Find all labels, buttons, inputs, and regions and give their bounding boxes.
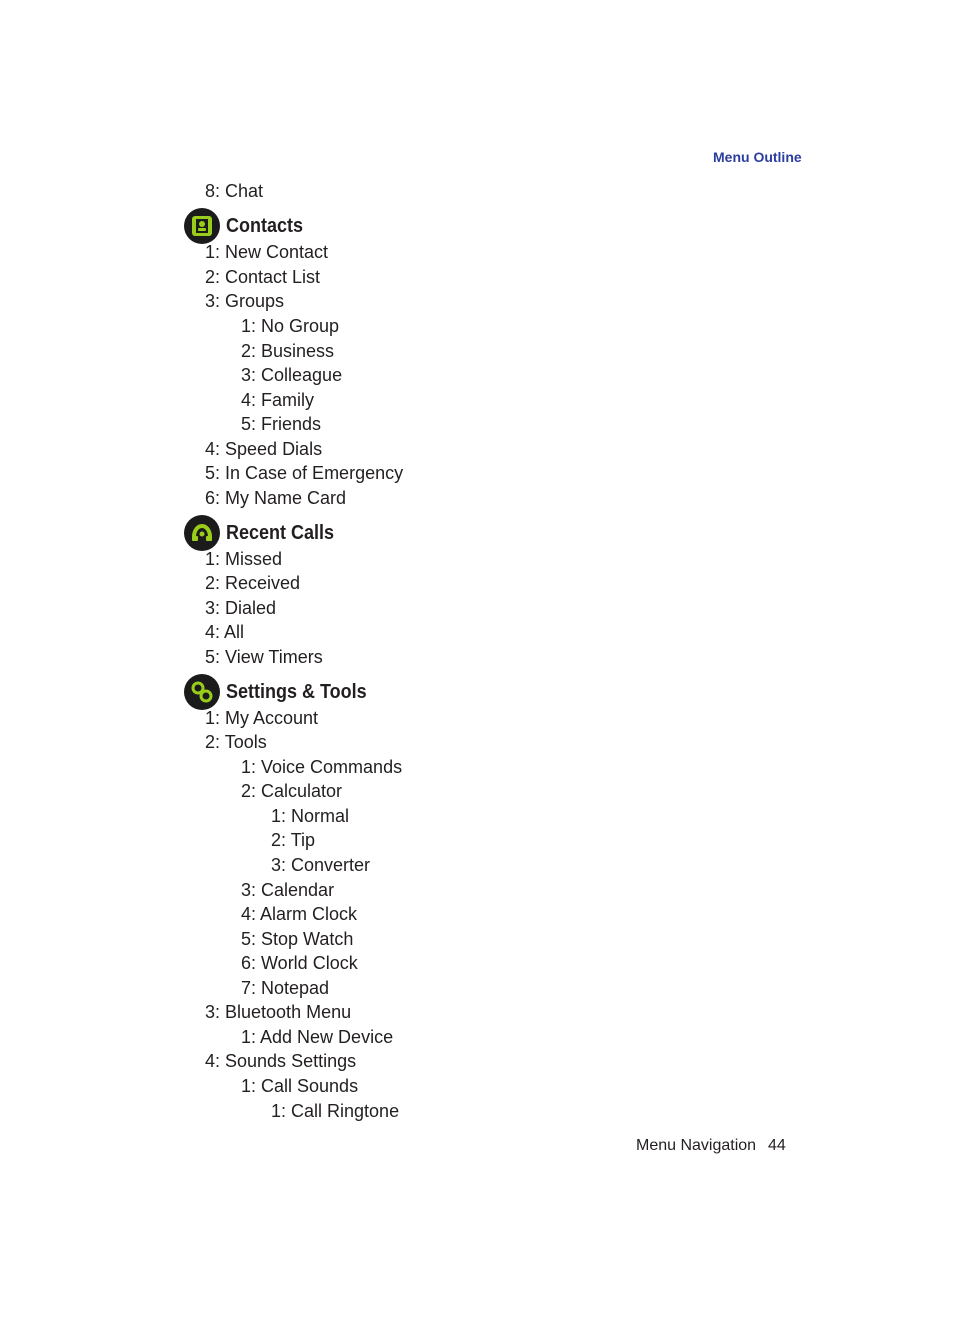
list-item: 2: Business bbox=[241, 341, 335, 361]
list-item: 2: Received bbox=[205, 573, 301, 593]
list-item: 3: Converter bbox=[271, 855, 371, 875]
list-item: 1: New Contact bbox=[205, 242, 329, 262]
list-item: 1: Missed bbox=[205, 549, 283, 569]
list-item: 2: Contact List bbox=[205, 267, 321, 287]
section-heading-contacts bbox=[184, 208, 312, 244]
menu-outline-header: Menu Outline bbox=[713, 149, 802, 165]
list-item: 7: Notepad bbox=[241, 978, 330, 998]
footer-section-name: Menu Navigation bbox=[636, 1137, 757, 1154]
list-item: 5: In Case of Emergency bbox=[205, 463, 404, 483]
list-item: 3: Bluetooth Menu bbox=[205, 1002, 352, 1022]
recent-calls-icon bbox=[184, 515, 220, 551]
list-item: 5: Stop Watch bbox=[241, 929, 354, 949]
list-item: 1: No Group bbox=[241, 316, 340, 336]
list-item: 1: Add New Device bbox=[241, 1027, 394, 1047]
list-item: 1: My Account bbox=[205, 708, 319, 728]
section-title: Contacts bbox=[226, 214, 304, 237]
list-item: 1: Normal bbox=[271, 806, 350, 826]
list-item: 3: Colleague bbox=[241, 365, 343, 385]
list-item: 8: Chat bbox=[205, 181, 264, 201]
list-item: 5: View Timers bbox=[205, 647, 323, 667]
section-title: Settings & Tools bbox=[226, 680, 367, 703]
list-item: 6: My Name Card bbox=[205, 488, 347, 508]
list-item: 2: Tip bbox=[271, 830, 316, 850]
list-item: 1: Call Sounds bbox=[241, 1076, 359, 1096]
list-item: 4: Speed Dials bbox=[205, 439, 323, 459]
list-item: 5: Friends bbox=[241, 414, 322, 434]
contacts-icon bbox=[184, 208, 220, 244]
section-heading-settings-tools bbox=[184, 674, 382, 710]
list-item: 1: Call Ringtone bbox=[271, 1101, 400, 1121]
list-item: 2: Calculator bbox=[241, 781, 343, 801]
list-item: 3: Groups bbox=[205, 291, 285, 311]
page-number: 44 bbox=[768, 1137, 786, 1154]
list-item: 1: Voice Commands bbox=[241, 757, 403, 777]
list-item: 6: World Clock bbox=[241, 953, 358, 973]
list-item: 4: Alarm Clock bbox=[241, 904, 358, 924]
list-item: 4: Sounds Settings bbox=[205, 1051, 357, 1071]
section-title: Recent Calls bbox=[226, 521, 335, 544]
list-item: 4: Family bbox=[241, 390, 315, 410]
settings-tools-icon bbox=[184, 674, 220, 710]
list-item: 2: Tools bbox=[205, 732, 267, 752]
section-heading-recent-calls bbox=[184, 515, 346, 551]
list-item: 4: All bbox=[205, 622, 245, 642]
list-item: 3: Dialed bbox=[205, 598, 277, 618]
list-item: 3: Calendar bbox=[241, 880, 335, 900]
